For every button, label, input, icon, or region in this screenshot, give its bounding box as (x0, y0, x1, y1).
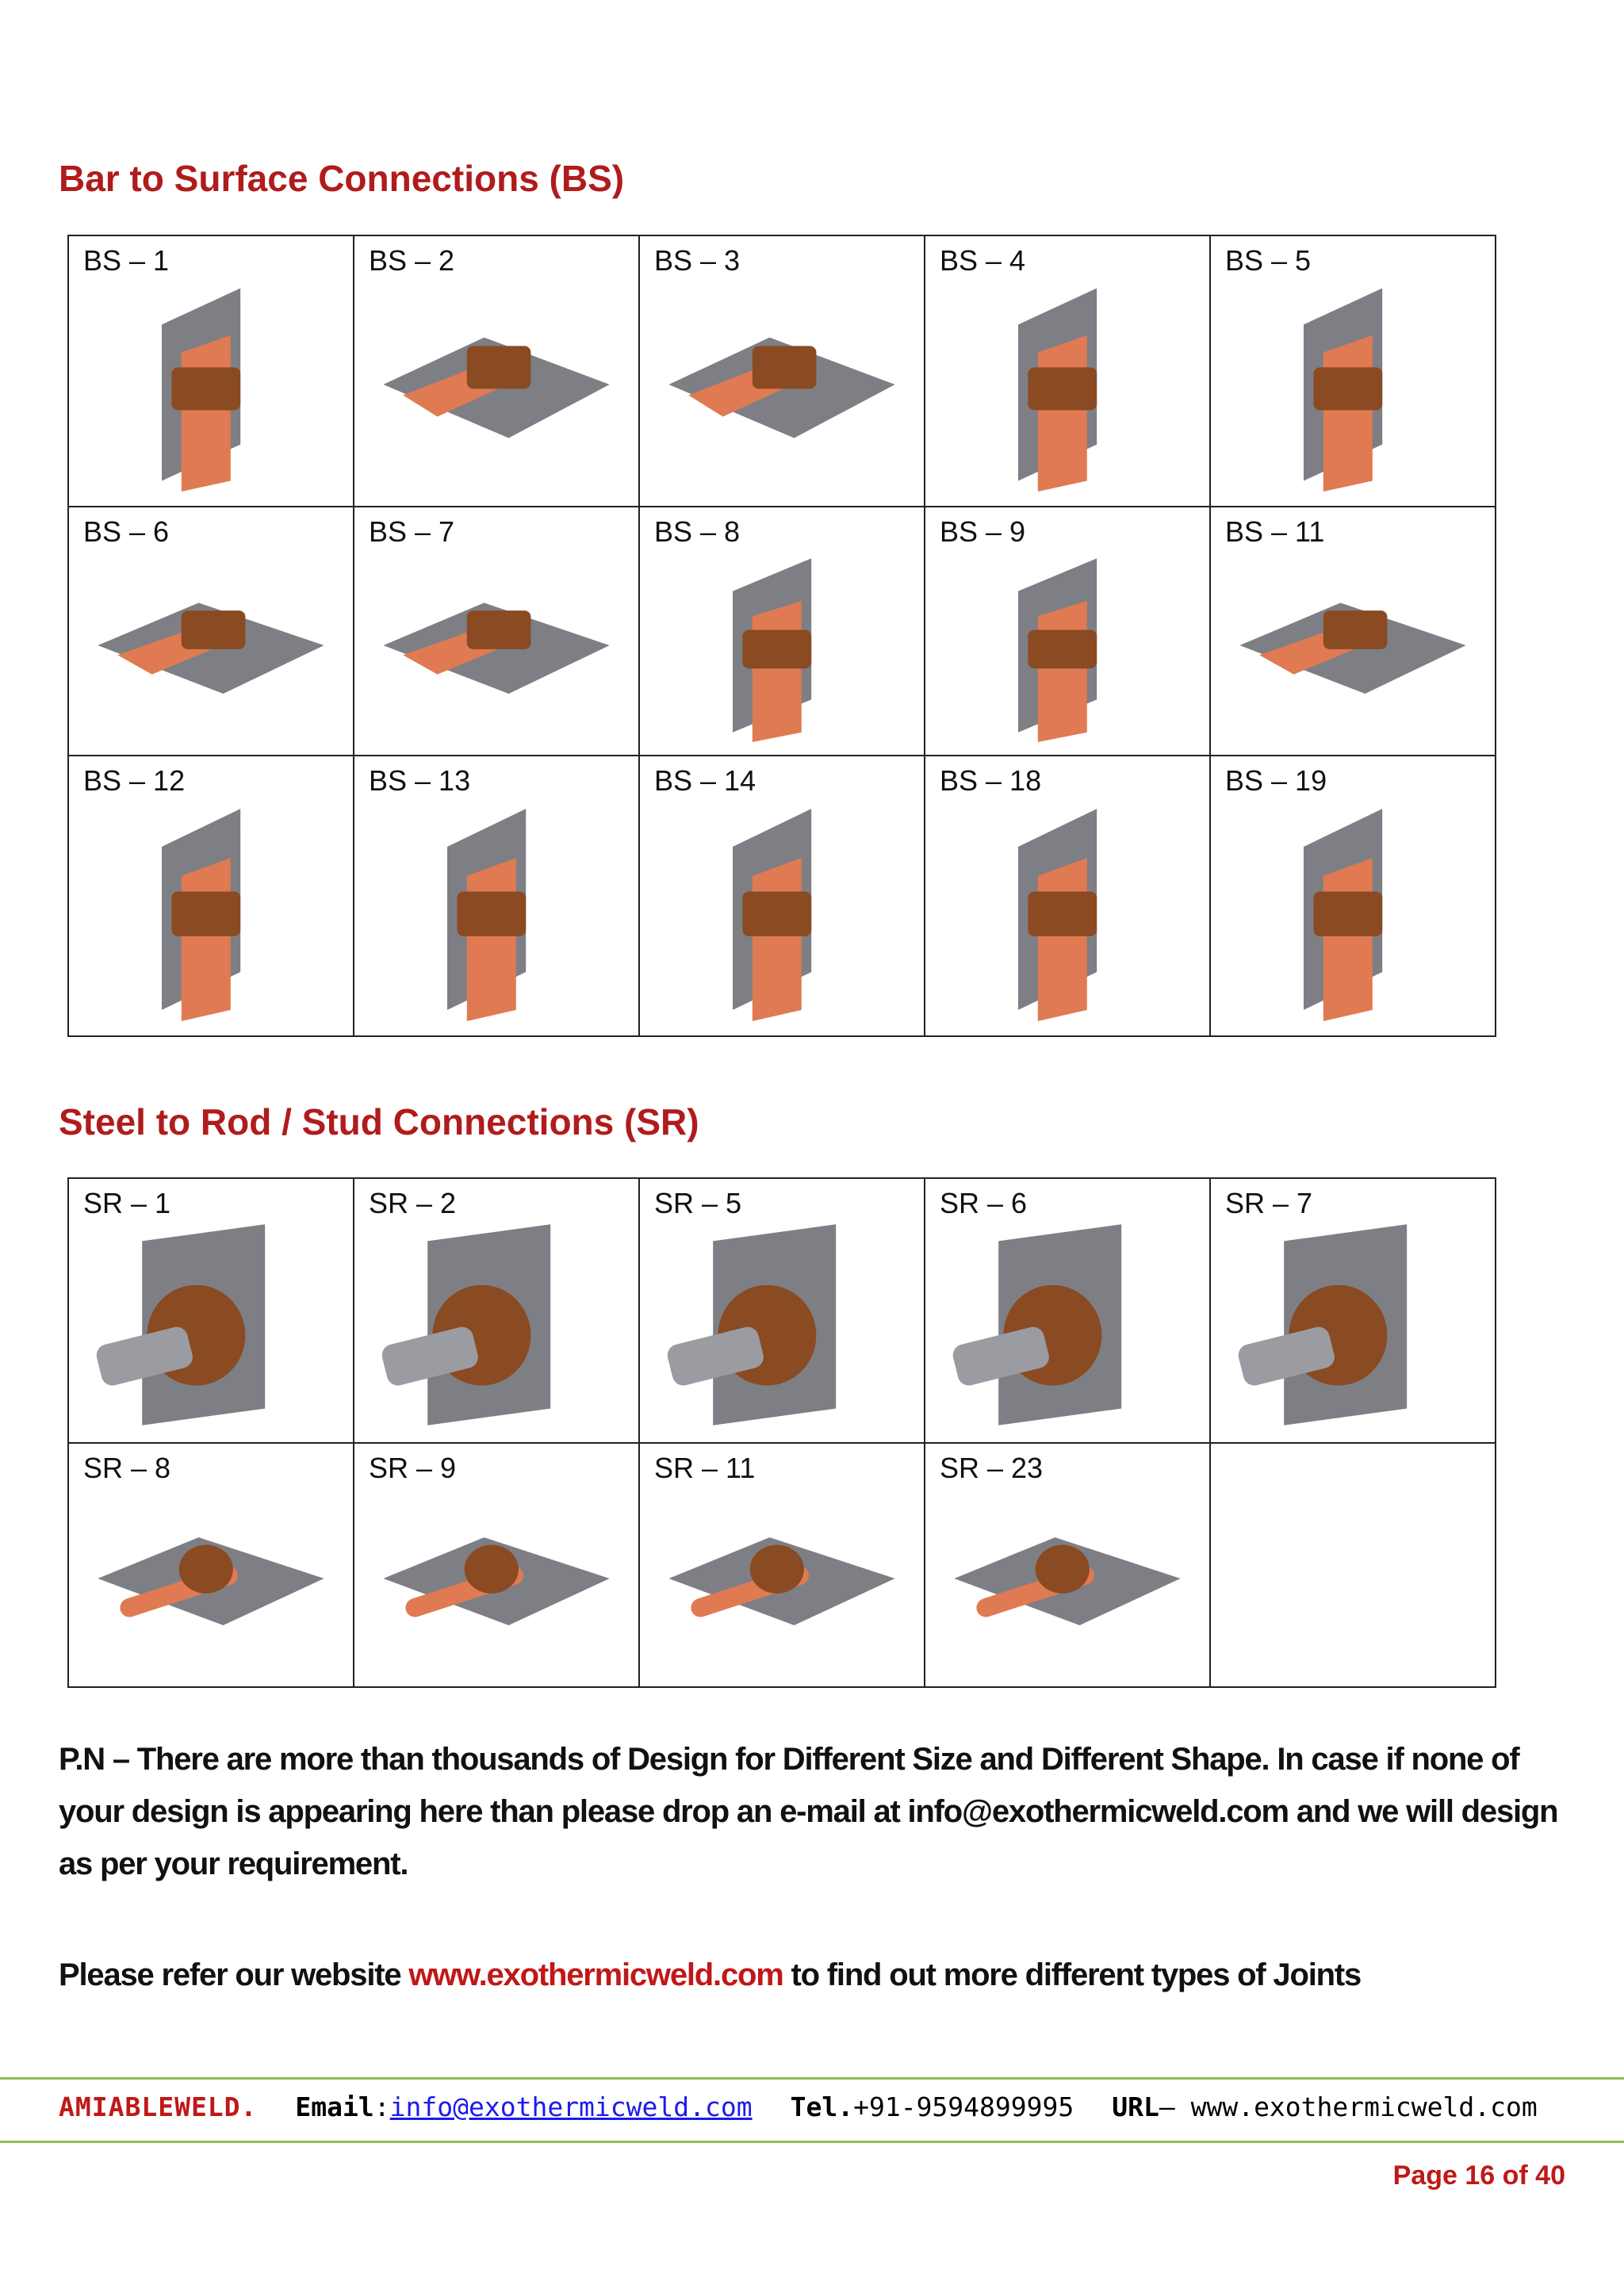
bs-connection-code: BS – 5 (1225, 244, 1312, 277)
sr-connection-illustration (659, 1220, 905, 1429)
sr-connection-code: SR – 1 (83, 1187, 171, 1219)
sr-connection-cell (639, 1443, 925, 1687)
page-number: Page 16 of 40 (1392, 2160, 1565, 2191)
sr-connection-cell (68, 1178, 354, 1443)
bs-connection-code: BS – 9 (940, 515, 1026, 548)
website-note-suffix: to find out more different types of Joints (783, 1957, 1362, 1992)
sr-connection-cell (925, 1178, 1210, 1443)
footer-tel: +91-9594899995 (853, 2091, 1074, 2122)
footer-email-sep: : (373, 2091, 390, 2122)
bs-connection-cell (354, 235, 639, 507)
footer-brand: AMIABLEWELD. (59, 2091, 258, 2122)
footer-email-label: Email (295, 2091, 374, 2122)
bs-connection-cell (68, 235, 354, 507)
sr-connection-cell (1210, 1443, 1496, 1687)
sr-connection-illustration (944, 1220, 1190, 1429)
bs-connection-cell (925, 507, 1210, 756)
sr-section-title: Steel to Rod / Stud Connections (SR) (59, 1101, 699, 1142)
sr-connection-cell (925, 1443, 1210, 1687)
sr-connection-code: SR – 8 (83, 1452, 171, 1484)
bs-connection-cell (925, 756, 1210, 1036)
bs-table-row (68, 507, 1496, 756)
footer-bar (59, 2091, 1597, 2122)
sr-table-row (68, 1178, 1496, 1443)
bs-connection-code: BS – 18 (940, 764, 1042, 797)
sr-connection-cell (354, 1178, 639, 1443)
bs-connection-illustration (659, 798, 905, 1021)
footer-rule-top (0, 2077, 1624, 2080)
sr-connections-table (67, 1177, 1496, 1688)
sr-connection-cell (1210, 1178, 1496, 1443)
footer-tel-label: Tel. (790, 2091, 854, 2122)
bs-section-title: Bar to Surface Connections (BS) (59, 158, 625, 199)
bs-connection-illustration (944, 549, 1190, 742)
bs-connection-illustration (88, 798, 334, 1021)
bs-connection-illustration (944, 798, 1190, 1021)
bs-connection-cell (68, 507, 354, 756)
bs-connection-cell (639, 507, 925, 756)
sr-connection-illustration (88, 1220, 334, 1429)
bs-connection-cell (925, 235, 1210, 507)
bs-connections-table (67, 235, 1496, 1037)
bs-connection-code: BS – 8 (654, 515, 741, 548)
sr-connection-code: SR – 11 (654, 1452, 756, 1484)
sr-connection-illustration (373, 1220, 619, 1429)
bs-connection-code: BS – 11 (1225, 515, 1325, 548)
sr-connection-illustration (1230, 1220, 1476, 1429)
bs-connection-illustration (1230, 277, 1476, 492)
bs-connection-cell (639, 235, 925, 507)
footer-url[interactable]: – www.exothermicweld.com (1159, 2091, 1538, 2122)
bs-connection-illustration (373, 277, 619, 492)
sr-connection-cell (68, 1443, 354, 1687)
sr-table-row (68, 1443, 1496, 1687)
sr-connection-code: SR – 23 (940, 1452, 1044, 1484)
bs-connection-illustration (373, 549, 619, 742)
bs-connection-cell (1210, 756, 1496, 1036)
bs-connection-code: BS – 12 (83, 764, 186, 797)
bs-connection-code: BS – 6 (83, 515, 170, 548)
bs-connection-illustration (659, 277, 905, 492)
website-note-prefix: Please refer our website (59, 1957, 409, 1992)
footer-url-label: URL (1112, 2091, 1159, 2122)
website-link[interactable]: www.exothermicweld.com (408, 1957, 783, 1992)
bs-connection-code: BS – 4 (940, 244, 1026, 277)
bs-connection-cell (354, 756, 639, 1036)
bs-connection-cell (354, 507, 639, 756)
bs-connection-code: BS – 19 (1225, 764, 1327, 797)
bs-table-row (68, 756, 1496, 1036)
bs-connection-code: BS – 7 (369, 515, 455, 548)
bs-connection-code: BS – 14 (654, 764, 756, 797)
sr-connection-code: SR – 2 (369, 1187, 457, 1219)
bs-connection-code: BS – 2 (369, 244, 455, 277)
sr-connection-illustration (373, 1485, 619, 1672)
bs-connection-cell (1210, 507, 1496, 756)
sr-connection-cell (639, 1178, 925, 1443)
sr-connection-code: SR – 5 (654, 1187, 742, 1219)
sr-connection-illustration (659, 1485, 905, 1672)
bs-connection-illustration (659, 549, 905, 742)
sr-connection-code: SR – 7 (1225, 1187, 1313, 1219)
bs-connection-cell (639, 756, 925, 1036)
website-note (59, 1949, 1565, 2001)
sr-connection-illustration (944, 1485, 1190, 1672)
bs-connection-illustration (88, 277, 334, 492)
bs-connection-illustration (1230, 549, 1476, 742)
footer-email-link[interactable]: info@exothermicweld.com (389, 2091, 753, 2122)
bs-table-row (68, 235, 1496, 507)
bs-connection-cell (68, 756, 354, 1036)
sr-connection-illustration (88, 1485, 334, 1672)
bs-connection-code: BS – 13 (369, 764, 471, 797)
footer-rule-bottom (0, 2141, 1624, 2143)
design-note: P.N – There are more than thousands of Design for Different Size and Different Shape. In case if none of your design is appearing here than please drop an e-mail at info@exothermicweld.com and we will design as per your requirement. (59, 1742, 1558, 1881)
bs-connection-illustration (373, 798, 619, 1021)
bs-connection-illustration (944, 277, 1190, 492)
sr-connection-code: SR – 6 (940, 1187, 1028, 1219)
bs-connection-cell (1210, 235, 1496, 507)
bs-connection-code: BS – 3 (654, 244, 741, 277)
sr-connection-cell (354, 1443, 639, 1687)
sr-connection-code: SR – 9 (369, 1452, 457, 1484)
bs-connection-illustration (1230, 798, 1476, 1021)
bs-connection-code: BS – 1 (83, 244, 170, 277)
bs-connection-illustration (88, 549, 334, 742)
